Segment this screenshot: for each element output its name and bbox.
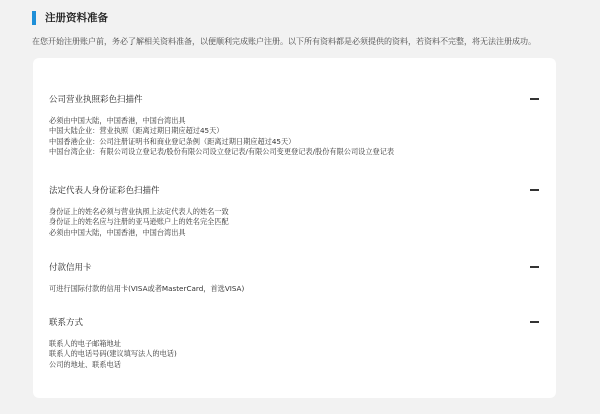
section-title: 公司营业执照彩色扫描件 <box>49 95 143 105</box>
section-line: 公司的地址、联系电话 <box>49 359 121 369</box>
page-header <box>32 10 108 25</box>
section-header-business-license[interactable] <box>49 91 541 107</box>
section-legal-rep-id <box>49 182 541 238</box>
section-line: 身份证上的姓名应与注册的亚马逊账户上的姓名完全匹配 <box>49 217 229 227</box>
page-title: 注册资料准备 <box>45 12 108 24</box>
section-header-legal-rep-id[interactable] <box>49 182 541 198</box>
section-line: 中国香港企业：公司注册证明书和商业登记条例（距离过期日期应超过45天） <box>49 136 296 146</box>
intro-text: 在您开始注册账户前，务必了解相关资料准备，以便顺利完成账户注册。以下所有资料都是必须提供的资料，若资料不完整，将无法注册成功。 <box>32 37 536 46</box>
minus-icon[interactable] <box>530 189 539 191</box>
section-body <box>49 339 541 370</box>
section-header-contact-info[interactable] <box>49 314 541 330</box>
section-line: 必须由中国大陆，中国香港，中国台湾出具 <box>49 116 186 125</box>
section-line: 可进行国际付款的信用卡(VISA或者MasterCard，首选VISA) <box>49 284 245 293</box>
minus-icon[interactable] <box>530 321 539 323</box>
section-body <box>49 284 541 294</box>
section-contact-info <box>49 314 541 370</box>
section-title: 付款信用卡 <box>49 263 92 273</box>
section-title: 联系方式 <box>49 318 84 328</box>
minus-icon[interactable] <box>530 98 539 100</box>
requirements-card <box>33 58 556 398</box>
section-line: 联系人的电子邮箱地址 <box>49 339 121 348</box>
section-line: 中国大陆企业：营业执照（距离过期日期应超过45天） <box>49 126 224 136</box>
section-line: 联系人的电话号码(建议填写法人的电话) <box>49 349 177 359</box>
title-accent-bar <box>32 11 36 25</box>
minus-icon[interactable] <box>530 266 539 268</box>
section-header-credit-card[interactable] <box>49 259 541 275</box>
section-business-license <box>49 91 541 158</box>
section-body <box>49 116 541 158</box>
section-credit-card <box>49 259 541 294</box>
section-line: 必须由中国大陆，中国香港，中国台湾出具 <box>49 227 186 237</box>
section-line: 身份证上的姓名必须与营业执照上法定代表人的姓名一致 <box>49 207 229 216</box>
section-body <box>49 207 541 238</box>
section-line: 中国台湾企业：有限公司设立登记表/股份有限公司设立登记表/有限公司变更登记表/股份有限公司设立登记表 <box>49 147 395 157</box>
section-title: 法定代表人身份证彩色扫描件 <box>49 186 160 196</box>
